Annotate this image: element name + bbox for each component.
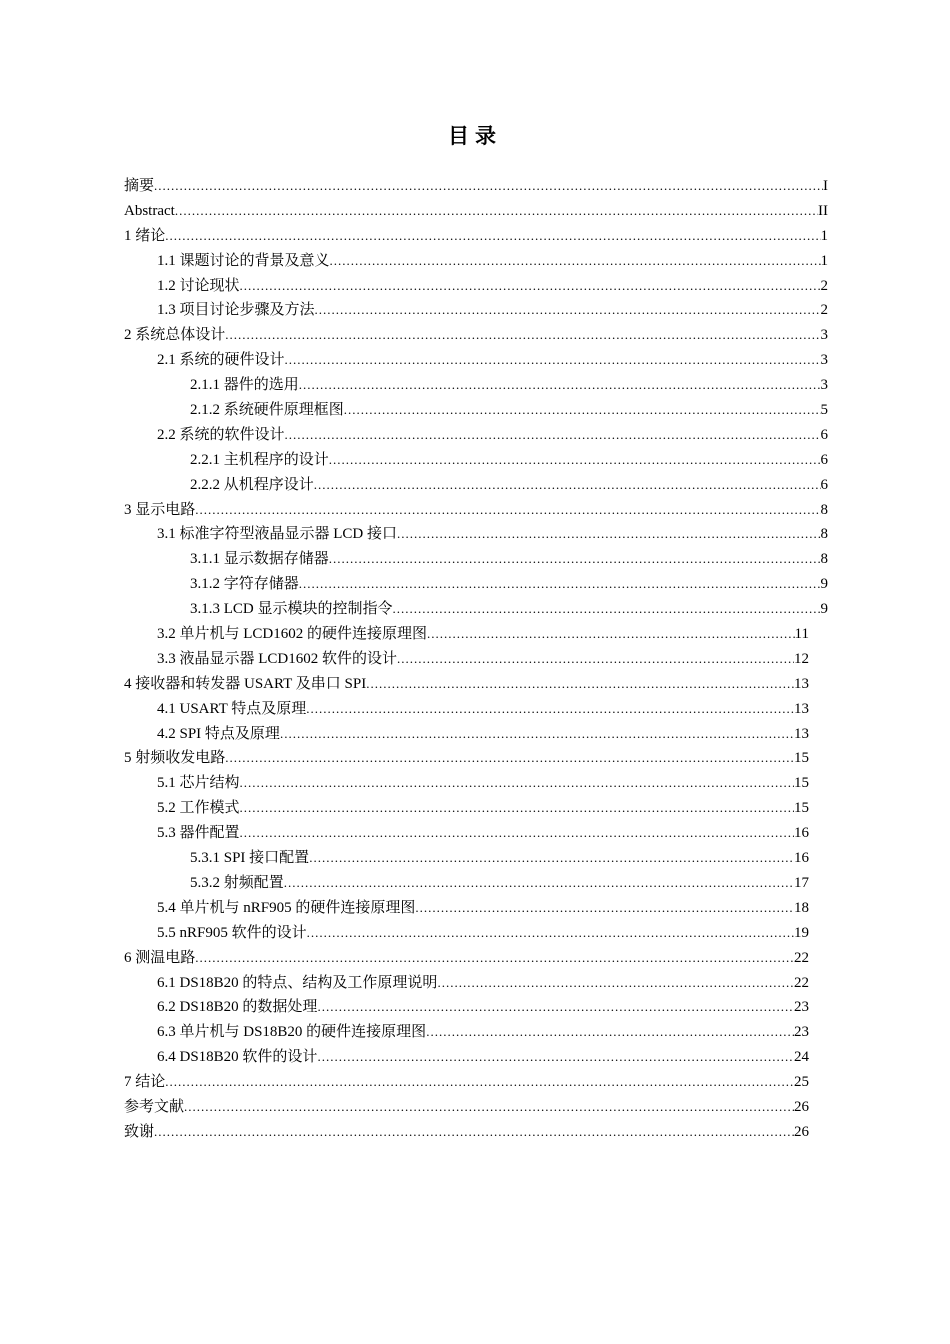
toc-entry[interactable]: [124, 597, 828, 622]
toc-entry-label: 5.3.1 SPI 接口配置: [190, 850, 310, 867]
dot-leader: [427, 622, 795, 647]
toc-entry-page: 25: [794, 1074, 809, 1091]
toc-entry-page: 3: [820, 352, 828, 369]
toc-entry-page: 23: [794, 999, 809, 1016]
dot-leader: [284, 871, 794, 896]
toc-entry[interactable]: [124, 647, 828, 672]
toc-entry[interactable]: [124, 249, 828, 274]
toc-entry[interactable]: [124, 448, 828, 473]
toc-entry-page: 6: [820, 426, 828, 443]
dot-leader: [285, 423, 821, 448]
toc-entry[interactable]: [124, 722, 828, 747]
toc-entry-label: 5 射频收发电路: [124, 750, 226, 767]
toc-entry-label: 5.3 器件配置: [157, 825, 240, 842]
table-of-contents: [124, 174, 828, 1145]
toc-entry-label: 1.3 项目讨论步骤及方法: [157, 302, 315, 319]
toc-entry-page: 8: [820, 501, 828, 518]
dot-leader: [280, 722, 794, 747]
toc-entry-label: 6 测温电路: [124, 949, 196, 966]
toc-entry[interactable]: [124, 896, 828, 921]
dot-leader: [344, 398, 821, 423]
toc-entry[interactable]: [124, 572, 828, 597]
toc-entry[interactable]: [124, 697, 828, 722]
toc-entry-page: 19: [794, 924, 809, 941]
toc-entry-label: 3.1.1 显示数据存储器: [190, 551, 329, 568]
toc-entry[interactable]: [124, 796, 828, 821]
toc-entry-page: 3: [820, 327, 828, 344]
toc-entry[interactable]: [124, 971, 828, 996]
toc-entry[interactable]: [124, 398, 828, 423]
dot-leader: [195, 498, 820, 523]
toc-entry[interactable]: [124, 323, 828, 348]
dot-leader: [437, 971, 794, 996]
toc-entry[interactable]: [124, 921, 828, 946]
dot-leader: [240, 771, 794, 796]
toc-entry[interactable]: [124, 672, 828, 697]
toc-entry[interactable]: [124, 995, 828, 1020]
dot-leader: [154, 174, 823, 199]
toc-entry-label: Abstract: [124, 202, 175, 219]
toc-entry[interactable]: [124, 946, 828, 971]
dot-leader: [184, 1095, 794, 1120]
dot-leader: [329, 448, 821, 473]
dot-leader: [299, 572, 821, 597]
toc-entry[interactable]: [124, 298, 828, 323]
toc-entry[interactable]: [124, 423, 828, 448]
toc-entry-label: 3.1.3 LCD 显示模块的控制指令: [190, 601, 393, 618]
toc-entry-page: 18: [794, 899, 809, 916]
toc-entry-label: 3.1 标准字符型液晶显示器 LCD 接口: [157, 526, 398, 543]
toc-entry-label: 4.1 USART 特点及原理: [157, 700, 307, 717]
dot-leader: [240, 796, 794, 821]
toc-entry[interactable]: [124, 622, 828, 647]
toc-entry[interactable]: [124, 522, 828, 547]
dot-leader: [165, 1070, 794, 1095]
toc-entry[interactable]: [124, 547, 828, 572]
toc-entry-page: 17: [794, 874, 809, 891]
toc-entry[interactable]: [124, 174, 828, 199]
toc-entry-page: 13: [794, 700, 809, 717]
toc-entry-label: 1.1 课题讨论的背景及意义: [157, 252, 330, 269]
dot-leader: [165, 224, 820, 249]
toc-entry-page: 3: [820, 377, 828, 394]
toc-entry-label: 3.3 液晶显示器 LCD1602 软件的设计: [157, 650, 398, 667]
toc-entry-label: 7 结论: [124, 1074, 166, 1091]
toc-entry-page: 22: [794, 949, 809, 966]
toc-entry-page: 15: [794, 775, 809, 792]
dot-leader: [285, 348, 821, 373]
toc-entry-label: 2.2.2 从机程序设计: [190, 476, 314, 493]
toc-entry-page: 8: [820, 551, 828, 568]
toc-entry-label: 参考文献: [124, 1098, 185, 1115]
toc-entry-page: I: [823, 178, 828, 194]
toc-entry-page: 2: [820, 277, 828, 294]
dot-leader: [314, 473, 821, 498]
toc-entry-label: 6.2 DS18B20 的数据处理: [157, 999, 318, 1016]
toc-entry-page: 9: [820, 601, 828, 618]
toc-entry-page: 1: [820, 252, 828, 269]
dot-leader: [306, 697, 794, 722]
toc-entry-page: 16: [794, 850, 809, 867]
toc-entry[interactable]: [124, 199, 828, 224]
toc-entry-page: 11: [794, 626, 809, 643]
toc-entry-label: 4.2 SPI 特点及原理: [157, 725, 280, 742]
toc-entry-page: 15: [794, 800, 809, 817]
toc-entry[interactable]: [124, 846, 828, 871]
dot-leader: [329, 547, 821, 572]
toc-entry-page: 6: [820, 476, 828, 493]
toc-entry-label: 2 系统总体设计: [124, 327, 226, 344]
dot-leader: [307, 921, 794, 946]
toc-entry-label: 3.2 单片机与 LCD1602 的硬件连接原理图: [157, 626, 428, 643]
toc-entry-label: 2.2 系统的软件设计: [157, 426, 285, 443]
toc-entry-label: 6.1 DS18B20 的特点、结构及工作原理说明: [157, 974, 438, 991]
toc-entry[interactable]: [124, 274, 828, 299]
toc-entry[interactable]: [124, 871, 828, 896]
toc-entry-page: 15: [794, 750, 809, 767]
toc-entry-page: 12: [794, 650, 809, 667]
toc-entry-label: 2.1 系统的硬件设计: [157, 352, 285, 369]
dot-leader: [397, 522, 820, 547]
toc-entry-label: 4 接收器和转发器 USART 及串口 SPI: [124, 675, 367, 692]
toc-entry[interactable]: [124, 1070, 828, 1095]
toc-entry-page: 13: [794, 675, 809, 692]
toc-entry[interactable]: [124, 1120, 828, 1145]
toc-entry-page: 22: [794, 974, 809, 991]
dot-leader: [366, 672, 794, 697]
toc-entry-page: 13: [794, 725, 809, 742]
toc-entry-page: II: [818, 202, 828, 219]
toc-entry-label: 5.4 单片机与 nRF905 的硬件连接原理图: [157, 899, 416, 916]
dot-leader: [240, 274, 821, 299]
page-title: 目录: [448, 124, 502, 148]
dot-leader: [299, 373, 821, 398]
dot-leader: [240, 821, 794, 846]
toc-entry[interactable]: [124, 1095, 828, 1120]
dot-leader: [393, 597, 821, 622]
toc-entry-label: 5.1 芯片结构: [157, 775, 240, 792]
dot-leader: [426, 1020, 794, 1045]
toc-entry-page: 16: [794, 825, 809, 842]
toc-entry-label: 6.4 DS18B20 软件的设计: [157, 1049, 318, 1066]
toc-entry-label: 5.3.2 射频配置: [190, 874, 284, 891]
toc-entry-label: 3.1.2 字符存储器: [190, 576, 299, 593]
toc-entry[interactable]: [124, 473, 828, 498]
toc-entry[interactable]: [124, 1045, 828, 1070]
dot-leader: [225, 323, 820, 348]
toc-entry-page: 24: [794, 1049, 809, 1066]
toc-entry[interactable]: [124, 821, 828, 846]
toc-entry-page: 26: [794, 1123, 809, 1140]
dot-leader: [175, 199, 818, 224]
toc-entry-label: 2.2.1 主机程序的设计: [190, 451, 329, 468]
toc-entry-label: 5.2 工作模式: [157, 800, 240, 817]
toc-entry-label: 6.3 单片机与 DS18B20 的硬件连接原理图: [157, 1024, 427, 1041]
toc-entry-label: 5.5 nRF905 软件的设计: [157, 924, 307, 941]
toc-entry-label: 致谢: [124, 1123, 155, 1140]
toc-entry-page: 2: [820, 302, 828, 319]
toc-entry-label: 2.1.2 系统硬件原理框图: [190, 402, 344, 419]
toc-entry[interactable]: [124, 348, 828, 373]
dot-leader: [195, 946, 794, 971]
toc-entry-label: 2.1.1 器件的选用: [190, 377, 299, 394]
dot-leader: [415, 896, 794, 921]
toc-entry-page: 6: [820, 451, 828, 468]
dot-leader: [397, 647, 794, 672]
toc-entry[interactable]: [124, 746, 828, 771]
toc-entry-page: 8: [820, 526, 828, 543]
toc-entry[interactable]: [124, 1020, 828, 1045]
toc-entry-label: 摘要: [124, 178, 155, 194]
toc-entry-page: 9: [820, 576, 828, 593]
toc-entry[interactable]: [124, 224, 828, 249]
dot-leader: [317, 1045, 794, 1070]
dot-leader: [317, 995, 794, 1020]
dot-leader: [154, 1120, 794, 1145]
toc-entry-page: 23: [794, 1024, 809, 1041]
toc-entry[interactable]: [124, 771, 828, 796]
dot-leader: [309, 846, 794, 871]
toc-entry-label: 1 绪论: [124, 227, 166, 244]
dot-leader: [330, 249, 821, 274]
dot-leader: [225, 746, 794, 771]
toc-entry-label: 3 显示电路: [124, 501, 196, 518]
toc-entry-label: 1.2 讨论现状: [157, 277, 240, 294]
toc-entry[interactable]: [124, 373, 828, 398]
toc-entry[interactable]: [124, 498, 828, 523]
dot-leader: [315, 298, 821, 323]
toc-entry-page: 1: [820, 227, 828, 244]
toc-entry-page: 26: [794, 1098, 809, 1115]
toc-entry-page: 5: [820, 402, 828, 419]
